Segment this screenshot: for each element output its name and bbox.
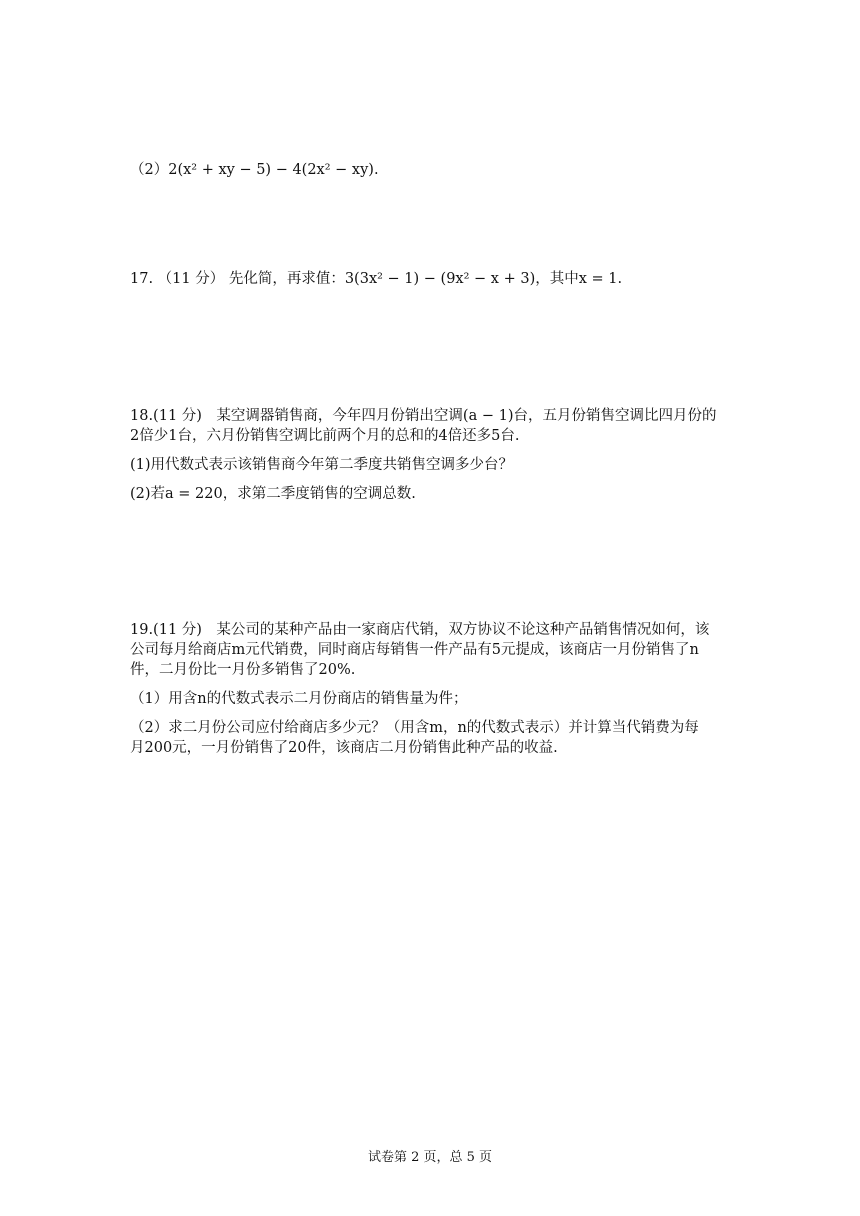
page-footer: 试卷第 2 页，总 5 页 xyxy=(367,1150,493,1165)
q16-part2: （2）2(x² + xy − 5) − 4(2x² − xy). xyxy=(130,162,379,178)
q18-line1: 18.(11 分) 某空调器销售商，今年四月份销出空调(a − 1)台，五月份销售空调比四月份的 xyxy=(130,408,717,424)
q19-line2: 公司每月给商店m元代销费，同时商店每销售一件产品有5元提成，该商店一月份销售了n xyxy=(130,642,699,658)
q19-line1: 19.(11 分) 某公司的某种产品由一家商店代销，双方协议不论这种产品销售情况如何，该 xyxy=(130,622,710,638)
q17-text: 17. （11 分） 先化简，再求值：3(3x² − 1) − (9x² − x + 3)，其中x = 1. xyxy=(130,271,623,287)
q19-part2-line1: （2）求二月份公司应付给商店多少元？（用含m，n的代数式表示）并计算当代销费为每 xyxy=(130,720,699,736)
q19-part1: （1）用含n的代数式表示二月份商店的销售量为件； xyxy=(130,691,468,707)
q19-part2-line2: 月200元，一月份销售了20件，该商店二月份销售此种产品的收益. xyxy=(130,740,558,756)
q18-part1: (1)用代数式表示该销售商今年第二季度共销售空调多少台？ xyxy=(130,457,514,473)
q19-line3: 件，二月份比一月份多销售了20%. xyxy=(130,662,356,678)
q18-line2: 2倍少1台，六月份销售空调比前两个月的总和的4倍还多5台. xyxy=(130,428,520,444)
q18-part2: (2)若a = 220，求第二季度销售的空调总数. xyxy=(130,486,416,502)
